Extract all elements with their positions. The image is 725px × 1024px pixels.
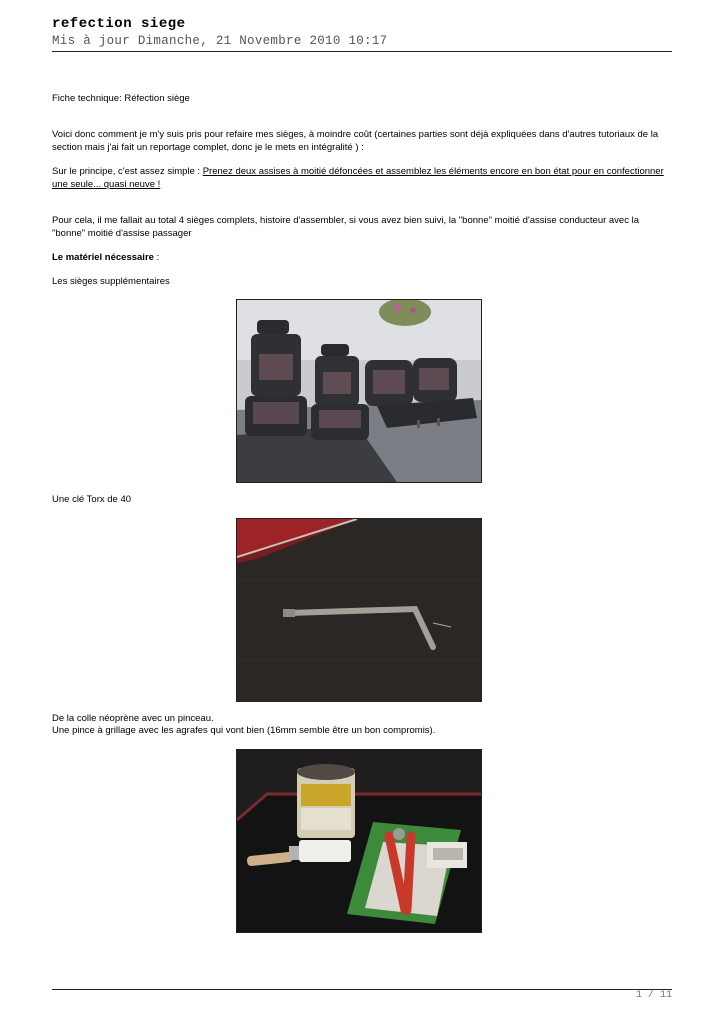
caption-pliers: Une pince à grillage avec les agrafes qui vont bien (16mm semble être un bon compromis). — [52, 725, 436, 736]
footer-rule — [52, 989, 672, 990]
seats-needed-paragraph: Pour cela, il me fallait au total 4 sièges complets, histoire d'assembler, si vous avez bien suivi, la "bonne" moitié d'assise conducteur avec la "bonne" moitié d'assise passager — [52, 215, 640, 239]
torx-key-photo — [236, 518, 482, 702]
materials-heading-bold: Le matériel nécessaire — [52, 252, 154, 263]
principle-prefix: Sur le principe, c'est assez simple : — [52, 166, 203, 177]
caption-torx: Une clé Torx de 40 — [52, 494, 132, 505]
glue-pliers-photo — [236, 749, 482, 933]
materials-heading-colon: : — [153, 252, 160, 263]
caption-seats: Les sièges supplémentaires — [52, 276, 170, 287]
page-number: 1 / 11 — [635, 990, 672, 1001]
seats-photo — [236, 299, 482, 483]
header-rule — [52, 51, 672, 52]
fiche-technique-line: Fiche technique: Réfection siège — [52, 93, 190, 104]
page-title: refection siege — [52, 16, 186, 32]
updated-date: Mis à jour Dimanche, 21 Novembre 2010 10:17 — [52, 34, 388, 48]
materials-heading — [52, 252, 672, 265]
caption-glue: De la colle néoprène avec un pinceau. — [52, 713, 214, 724]
intro-paragraph: Voici donc comment je m'y suis pris pour refaire mes sièges, à moindre coût (certaines parties sont déjà expliquées dans d'autres tutoriaux de la section mais j'ai fait un reportage complet, donc je le mets en intégralité ) : — [52, 129, 659, 153]
principle-underlined: Prenez deux assises à moitié défoncées et assemblez les éléments encore en bon état pour en confectionner une seule... quasi neuve ! — [52, 166, 664, 190]
principle-paragraph — [52, 166, 672, 191]
